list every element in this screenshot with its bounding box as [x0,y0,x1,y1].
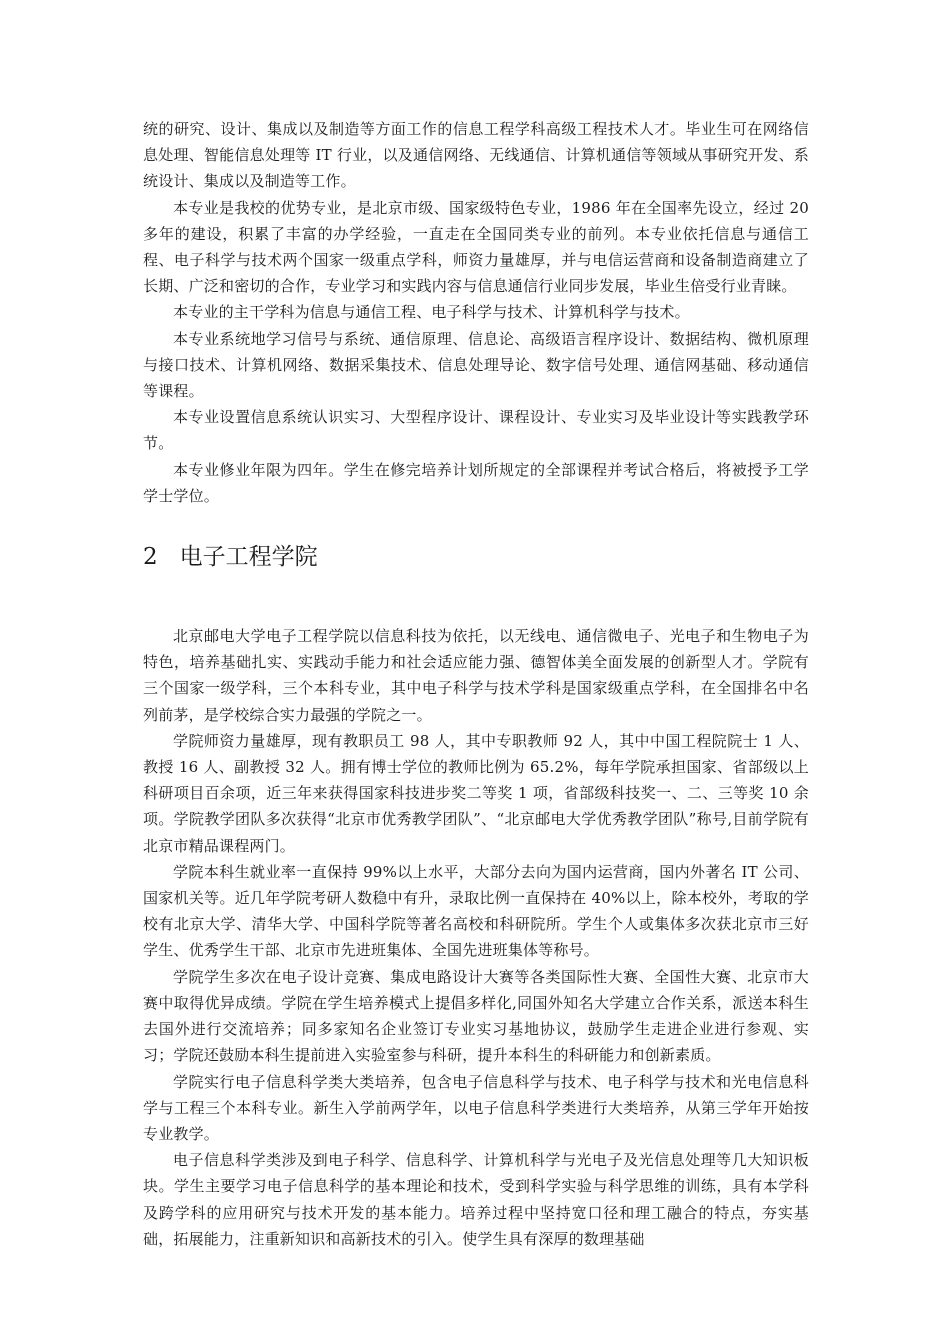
paragraph: 学院本科生就业率一直保持 99%以上水平，大部分去向为国内运营商，国内外著名 IT 公司、国家机关等。近几年学院考研人数稳中有升，录取比例一直保持在 40%以上，除本校外，考取的学校有北京大学、清华大学、中国科学院等著名高校和科研院所。学生个人或集体多次获北京市三好学生、优秀学生干部、北京市先进班集体、全国先进班集体等称号。 [143,862,809,960]
section-heading [143,531,809,583]
paragraph: 学院学生多次在电子设计竞赛、集成电路设计大赛等各类国际性大赛、全国性大赛、北京市大赛中取得优异成绩。学院在学生培养模式上提倡多样化,同国外知名大学建立合作关系，派送本科生去国外进行交流培养；同多家知名企业签订专业实习基地协议，鼓励学生走进企业进行参观、实习；学院还鼓励本科生提前进入实验室参与科研，提升本科生的科研能力和创新素质。 [143,967,809,1065]
paragraph: 本专业修业年限为四年。学生在修完培养计划所规定的全部课程并考试合格后，将被授予工学学士学位。 [143,460,809,505]
paragraph: 本专业系统地学习信号与系统、通信原理、信息论、高级语言程序设计、数据结构、微机原理与接口技术、计算机网络、数据采集技术、信息处理导论、数字信号处理、通信网基础、移动通信等课程。 [143,329,809,401]
paragraph: 本专业的主干学科为信息与通信工程、电子科学与技术、计算机科学与技术。 [173,303,690,322]
paragraph: 北京邮电大学电子工程学院以信息科技为依托，以无线电、通信微电子、光电子和生物电子为特色，培养基础扎实、实践动手能力和社会适应能力强、德智体美全面发展的创新型人才。学院有三个国家一级学科，三个本科专业，其中电子科学与技术学科是国家级重点学科，在全国排名中名列前茅，是学校综合实力最强的学院之一。 [143,627,809,724]
document-page [143,116,809,1252]
paragraph: 学院实行电子信息科学类大类培养，包含电子信息科学与技术、电子科学与技术和光电信息科学与工程三个本科专业。新生入学前两学年，以电子信息科学类进行大类培养，从第三学年开始按专业教学。 [143,1072,809,1143]
paragraph: 本专业设置信息系统认识实习、大型程序设计、课程设计、专业实习及毕业设计等实践教学环节。 [143,408,809,453]
section-number: 2 [143,544,158,571]
paragraph: 统的研究、设计、集成以及制造等方面工作的信息工程学科高级工程技术人才。毕业生可在网络信息处理、智能信息处理等 IT 行业，以及通信网络、无线通信、计算机通信等领域从事研究开发、系统设计、集成以及制造等工作。 [143,120,809,191]
paragraph: 本专业是我校的优势专业，是北京市级、国家级特色专业，1986 年在全国率先设立，经过 20 多年的建设，积累了丰富的办学经验，一直走在全国同类专业的前列。本专业依托信息与通信工程、电子科学与技术两个国家一级重点学科，师资力量雄厚，并与电信运营商和设备制造商建立了长期、广泛和密切的合作，专业学习和实践内容与信息通信行业同步发展，毕业生倍受行业青睐。 [143,198,809,296]
paragraph: 学院师资力量雄厚，现有教职员工 98 人，其中专职教师 92 人，其中中国工程院院士 1 人、教授 16 人、副教授 32 人。拥有博士学位的教师比例为 65.2%，每年学院承担国家、省部级以上科研项目百余项，近三年来获得国家科技进步奖二等奖 1 项，省部级科技奖一、二、三等奖 10 余项。学院教学团队多次获得“北京市优秀教学团队”、“北京邮电大学优秀教学团队”称号,目前学院有北京市精品课程两门。 [143,731,809,855]
section-title: 电子工程学院 [179,544,318,571]
paragraph: 电子信息科学类涉及到电子科学、信息科学、计算机科学与光电子及光信息处理等几大知识板块。学生主要学习电子信息科学的基本理论和技术，受到科学实验与科学思维的训练，具有本学科及跨学科的应用研究与技术开发的基本能力。培养过程中坚持宽口径和理工融合的特点，夯实基础，拓展能力，注重新知识和高新技术的引入。使学生具有深厚的数理基础 [143,1151,809,1248]
heading-spacer [143,583,809,623]
